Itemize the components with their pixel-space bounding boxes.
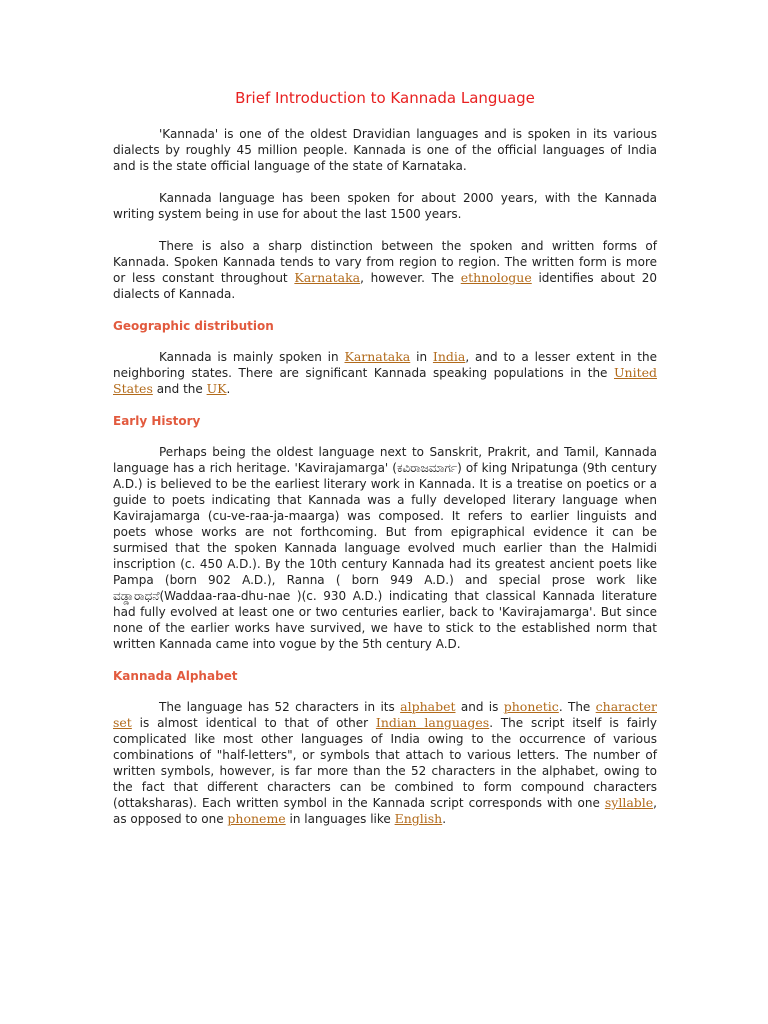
link-indian-languages[interactable]: Indian languages (375, 715, 490, 730)
text-span: There is also a sharp distinction between the spoken and written forms of Kannada. Spoken Kannada tends to vary from region to region. The written form is more or less constant throughout (113, 239, 657, 285)
link-alphabet[interactable]: alphabet (400, 699, 456, 714)
intro-paragraph-2: Kannada language has been spoken for about 2000 years, with the Kannada writing system being in use for about the last 1500 years. (113, 191, 657, 221)
text-span: ) of king Nripatunga (9th century A.D.) is believed to be the earliest literary work in Kannada. It is a treatise on poetics or a guide to poets indicating that Kannada was a fully developed literary language when Kavirajamarga (cu-ve-raa-ja-maarga) was composed. It refers to earlier linguists and poets whose works are not forthcoming. But from epigraphical evidence it can be surmised that the spoken Kannada language evolved much earlier than the Halmidi inscription (c. 450 A.D.). By the 10th century Kannada had its greatest ancient poets like Pampa (born 902 A.D.), Ranna ( born 949 A.D.) and special prose work like (113, 461, 657, 587)
link-united-states[interactable]: United States (113, 365, 657, 396)
document-page (113, 88, 657, 843)
text-span: Kannada is mainly spoken in (159, 350, 345, 364)
section-heading-early-history: Early History (113, 414, 201, 428)
kannada-text-kavirajamarga: ಕವಿರಾಜಮಾರ್ಗ (397, 461, 458, 475)
link-syllable[interactable]: syllable (604, 795, 654, 810)
intro-paragraph-3 (113, 238, 657, 302)
text-span: is almost identical to that of other (131, 716, 376, 730)
section-heading-kannada-alphabet: Kannada Alphabet (113, 669, 238, 683)
text-span: and the (152, 382, 207, 396)
text-span: , however. The (360, 271, 461, 285)
text-span: in (410, 350, 433, 364)
text-span: and is (455, 700, 504, 714)
alphabet-paragraph (113, 699, 657, 827)
text-span: , and to a lesser extent in the neighboring states. There are significant Kannada speaking populations in the (113, 350, 657, 380)
link-uk[interactable]: UK (206, 381, 227, 396)
link-phoneme[interactable]: phoneme (227, 811, 286, 826)
page-title: Brief Introduction to Kannada Language (235, 89, 535, 107)
link-india[interactable]: India (432, 349, 466, 364)
text-span: . The (558, 700, 596, 714)
link-phonetic[interactable]: phonetic (503, 699, 559, 714)
link-english[interactable]: English (394, 811, 443, 826)
text-span: The language has 52 characters in its (159, 700, 401, 714)
text-span: (Waddaa-raa-dhu-nae )(c. 930 A.D.) indicating that classical Kannada literature had fully evolved at least one or two centuries earlier, back to 'Kavirajamarga'. But since none of the earlier works have survived, we have to stick to the established norm that written Kannada came into vogue by the 5th century A.D. (113, 589, 657, 651)
geo-paragraph (113, 349, 657, 397)
text-span: in languages like (285, 812, 395, 826)
kannada-text-vaddaradhane: ವಡ್ಡಾರಾಧನೆ (113, 589, 160, 603)
text-span: , as opposed to one (113, 796, 657, 826)
text-span: . (442, 812, 447, 826)
link-character-set[interactable]: character set (113, 699, 657, 730)
text-span: . The script itself is fairly complicated like most other languages of India owing to the occurrence of various combinations of "half-letters", or symbols that attach to various letters. The number of written symbols, however, is far more than the 52 characters in the alphabet, owing to the fact that different characters can be combined to form compound characters (ottaksharas). Each written symbol in the Kannada script corresponds with one (113, 716, 657, 810)
link-ethnologue[interactable]: ethnologue (460, 270, 532, 285)
text-span: identifies about 20 dialects of Kannada. (113, 271, 657, 301)
text-span: Perhaps being the oldest language next to Sanskrit, Prakrit, and Tamil, Kannada language has a rich heritage. 'Kavirajamarga' ( (113, 445, 657, 475)
text-span: . (226, 382, 231, 396)
section-heading-geographic: Geographic distribution (113, 319, 274, 333)
link-karnataka[interactable]: Karnataka (294, 270, 361, 285)
intro-paragraph-1: 'Kannada' is one of the oldest Dravidian languages and is spoken in its various dialects by roughly 45 million people. Kannada is one of the official languages of India and is the state official language of the state of Karnataka. (113, 127, 657, 173)
link-karnataka[interactable]: Karnataka (344, 349, 411, 364)
history-paragraph (113, 444, 657, 652)
